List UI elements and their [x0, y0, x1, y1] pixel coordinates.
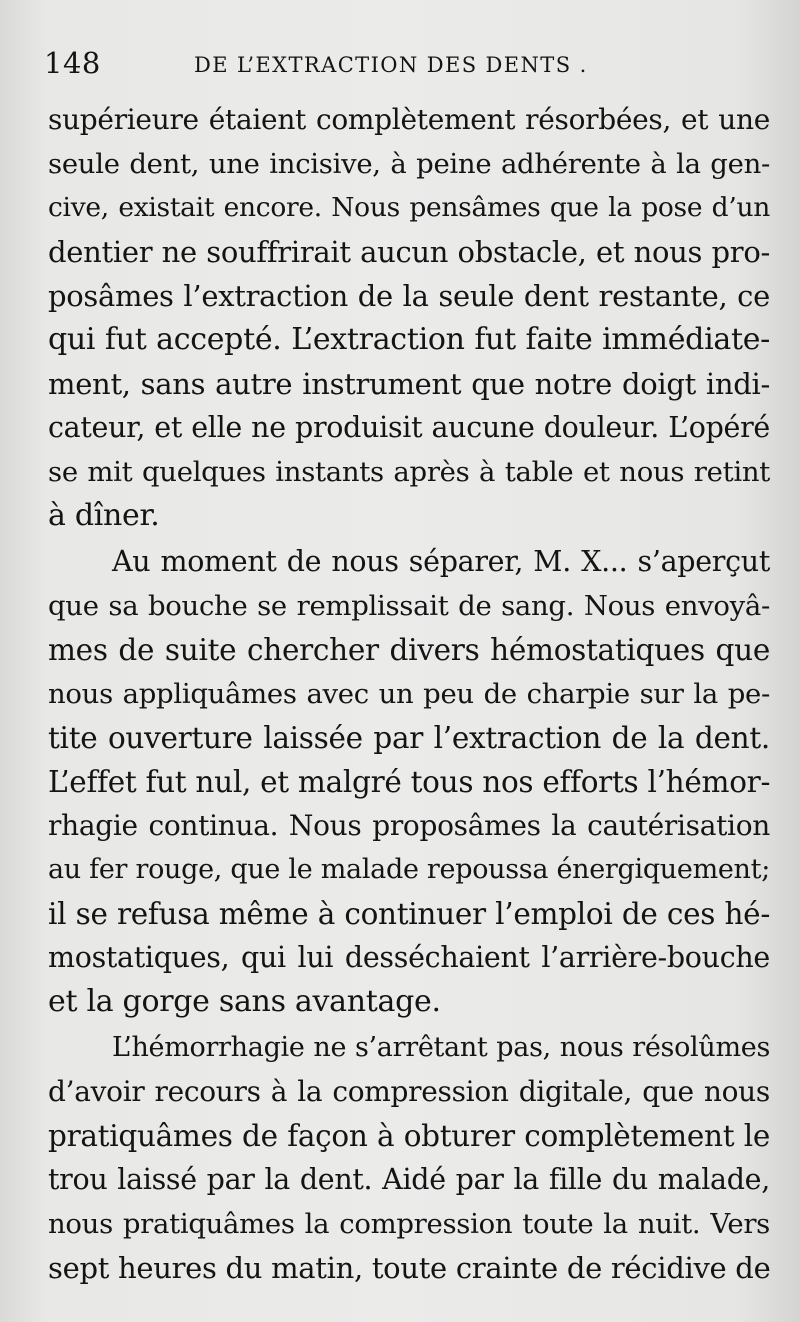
- text-line: qui fut accepté. L’extraction fut faite immédiate-: [48, 322, 770, 357]
- text-line: rhagie continua. Nous proposâmes la cautérisation: [48, 809, 770, 842]
- text-line: sept heures du matin, toute crainte de récidive de: [48, 1251, 771, 1285]
- text-line: cive, existait encore. Nous pensâmes que la pose d’un: [48, 192, 770, 223]
- running-head: [44, 44, 764, 84]
- text-line: se mit quelques instants après à table et nous retint: [48, 456, 770, 488]
- text-line: L’hémorrhagie ne s’arrêtant pas, nous résolûmes: [112, 1032, 770, 1063]
- text-line: mostatiques, qui lui desséchaient l’arrière-bouche: [48, 941, 770, 974]
- text-line: à dîner.: [48, 498, 160, 533]
- body-text: [48, 98, 770, 1290]
- text-line: que sa bouche se remplissait de sang. Nous envoyâ-: [48, 590, 770, 622]
- text-line: cateur, et elle ne produisit aucune douleur. L’opéré: [48, 411, 770, 444]
- text-line: Au moment de nous séparer, M. X... s’aperçut: [112, 545, 770, 578]
- text-line: mes de suite chercher divers hémostatiques que: [48, 633, 770, 667]
- text-line: nous pratiquâmes la compression toute la nuit. Vers: [48, 1208, 770, 1240]
- text-line: au fer rouge, que le malade repoussa énergiquement;: [48, 854, 770, 885]
- page-number: 148: [44, 46, 101, 80]
- text-line: trou laissé par la dent. Aidé par la fille du malade,: [48, 1163, 770, 1196]
- text-line: et la gorge sans avantage.: [48, 984, 441, 1019]
- paragraph-2: [48, 540, 770, 1024]
- text-line: ment, sans autre instrument que notre doigt indi-: [48, 367, 770, 401]
- text-line: L’effet fut nul, et malgré tous nos efforts l’hémor-: [48, 765, 771, 799]
- text-line: seule dent, une incisive, à peine adhérente à la gen-: [48, 148, 770, 180]
- text-line: il se refusa même à continuer l’emploi de ces hé-: [48, 897, 770, 931]
- running-title: DE L’EXTRACTION DES DENTS .: [194, 53, 588, 77]
- text-line: dentier ne souffrirait aucun obstacle, et nous pro-: [48, 235, 770, 269]
- text-line: posâmes l’extraction de la seule dent restante, ce: [48, 279, 770, 313]
- text-line: pratiquâmes de façon à obturer complètement le: [48, 1119, 770, 1153]
- text-line: supérieure étaient complètement résorbées, et une: [48, 103, 770, 136]
- text-line: d’avoir recours à la compression digitale, que nous: [48, 1075, 770, 1108]
- paragraph-1: [48, 98, 770, 538]
- text-line: tite ouverture laissée par l’extraction de la dent.: [48, 721, 770, 755]
- text-line: nous appliquâmes avec un peu de charpie sur la pe-: [48, 678, 770, 710]
- paragraph-3: [48, 1026, 770, 1290]
